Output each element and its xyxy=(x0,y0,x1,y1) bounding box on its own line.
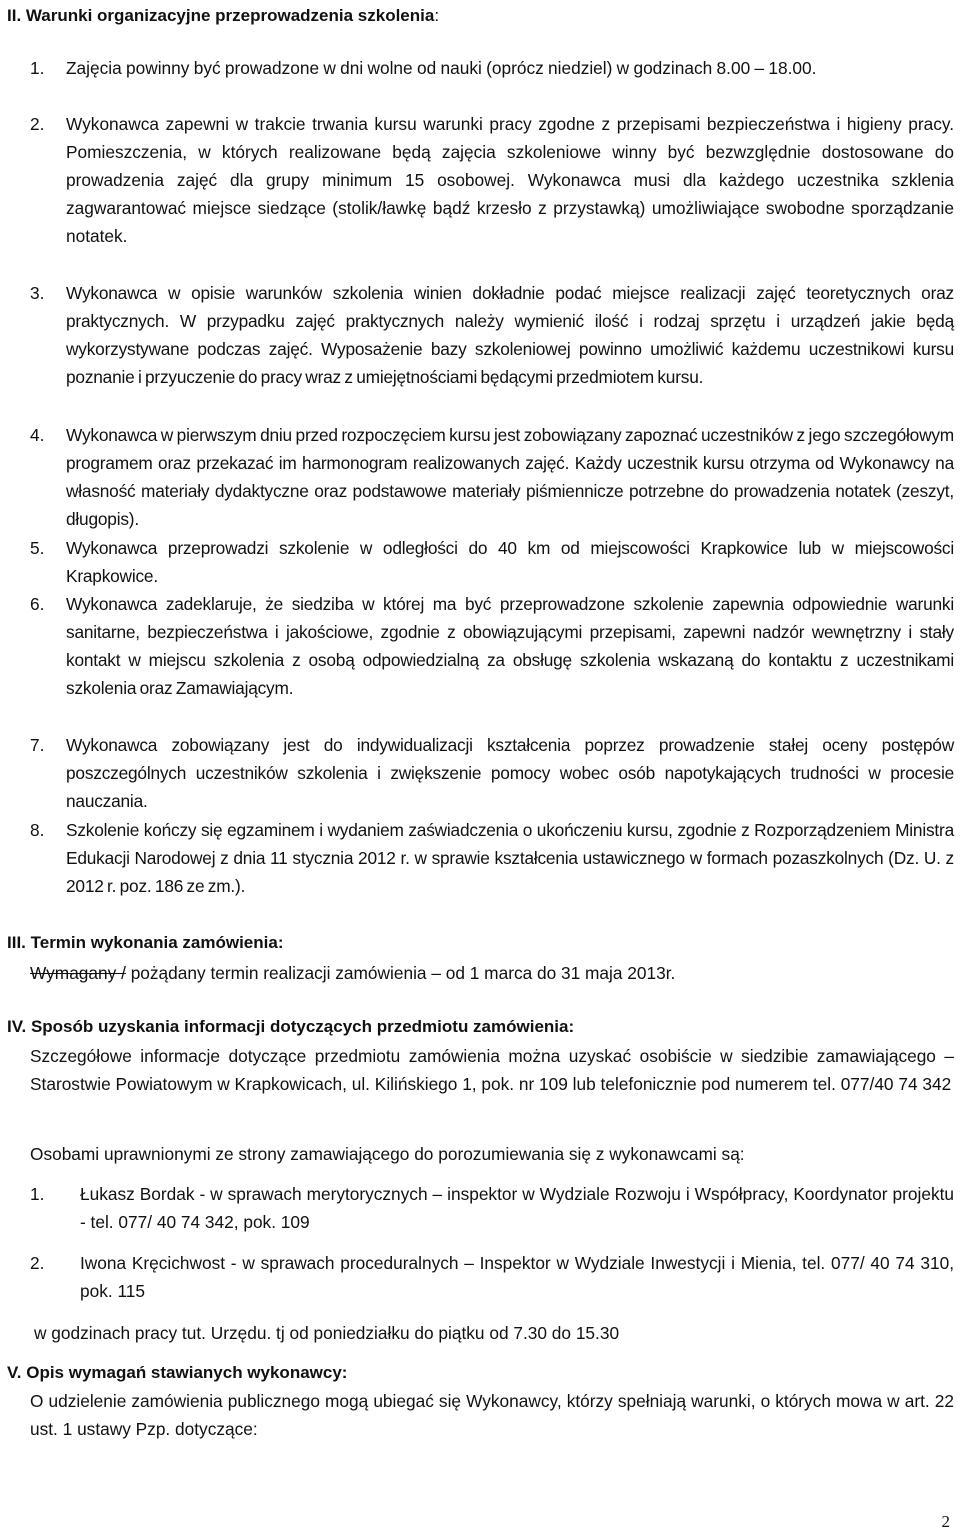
section-3-heading: III. Termin wykonania zamówienia: xyxy=(7,933,284,952)
office-hours: w godzinach pracy tut. Urzędu. tj od poniedziałku do piątku od 7.30 do 15.30 xyxy=(34,1323,620,1343)
section-4-heading: IV. Sposób uzyskania informacji dotyczących przedmiotu zamówienia: xyxy=(7,1017,575,1036)
page-number: 2 xyxy=(941,1512,950,1531)
requirements-paragraph: O udzielenie zamówienia publicznego mogą ubiegać się Wykonawcy, którzy spełniają warunki, o których mowa w art. 22 ust. 1 ustawy Pzp. dotyczące: xyxy=(30,1391,954,1439)
section-5-heading: V. Opis wymagań stawianych wykonawcy: xyxy=(7,1363,348,1382)
persons-intro: Osobami uprawnionymi ze strony zamawiającego do porozumiewania się z wykonawcami są: xyxy=(30,1144,745,1164)
info-paragraph: Szczegółowe informacje dotyczące przedmiotu zamówienia można uzyskać osobiście w siedzibie zamawiającego – Starostwie Powiatowym w Krapkowicach, ul. Kilińskiego 1, pok. nr 109 lub telefonicznie pod numerem tel. 077/40 74 342 xyxy=(30,1046,954,1094)
section-2-heading: II. Warunki organizacyjne przeprowadzenia szkolenia: xyxy=(7,6,440,25)
deadline-text: Wymagany / pożądany termin realizacji zamówienia – od 1 marca do 31 maja 2013r. xyxy=(30,963,676,983)
document-page: II. Warunki organizacyjne przeprowadzenia szkolenia: 1. Zajęcia powinny być prowadzone w dni wolne od nauki (oprócz niedziel) w godzinach 8.00 – 18.00. 2. Wykonawca zapewni w trakcie trwania kursu warunki pracy zgodne z przepisami bezpieczeństwa i higieny pracy. Pomieszczenia, w których realizowane będą zajęcia szkoleniowe winny być bezwzględnie dostosowane do prowadzenia zajęć dla grupy minimum 15 osobowej. Wykonawca musi dla każdego uczestnika szklenia zagwarantować miejsce siedzące (stolik/ławkę bądź krzesło z przystawką) umożliwiające swobodne sporządzanie notatek. 3. Wykonawca w opisie warunków szkolenia winien dokładnie podać miejsce realizacji zajęć teoretycznych oraz praktycznych. W przypadku zajęć praktycznych należy wymienić ilość i rodzaj sprzętu i urządzeń jakie będą wykorzystywane podczas zajęć. Wyposażenie bazy szkoleniowej powinno umożliwić każdemu uczestnikowi kursu poznanie i przyuczenie do pracy wraz z umiejętnościami będącymi przedmiotem kursu. 4. Wykonawca w pierwszym dniu przed rozpoczęciem kursu jest zobowiązany zapoznać uczestników z jego szczegółowym programem oraz przekazać im harmonogram realizowanych zajęć. Każdy uczestnik kursu otrzyma od Wykonawcy na własność materiały dydaktyczne oraz podstawowe materiały piśmiennicze potrzebne do prowadzenia notatek (zeszyt, długopis). 5. Wykonawca przeprowadzi szkolenie w odległości do 40 km od miejscowości Krapkowice lub w miejscowości Krapkowice. 6. Wykonawca zadeklaruje, że siedziba w której ma być przeprowadzone szkolenie zapewnia odpowiednie warunki sanitarne, bezpieczeństwa i jakościowe, zgodnie z obowiązującymi przepisami, zapewni nadzór wewnętrzny i stały kontakt w miejscu szkolenia z osobą odpowiedzialną za obsługę szkolenia wskazaną do kontaktu z uczestnikami szkolenia oraz Zamawiającym. 7. Wykonawca zobowiązany jest do indywidualizacji kształcenia poprzez prowadzenie stałej oceny postępów poszczególnych uczestników szkolenia i zwiększenie pomocy wobec osób napotykających trudności w procesie nauczania. 8. Szkolenie kończy się egzaminem i wydaniem zaświadczenia o ukończeniu kursu, zgodnie z Rozporządzeniem Ministra Edukacji Narodowej z dnia 11 stycznia 2012 r. w sprawie kształcenia ustawicznego w formach pozaszkolnych (Dz. U. z 2012 r. poz. 186 ze zm.). III. Termin wykonania zamówienia: Wymagany / pożądany termin realizacji zamówienia – od 1 marca do 31 maja 2013r. IV. Sposób uzyskania informacji dotyczących przedmiotu zamówienia: Szczegółowe informacje dotyczące przedmiotu zamówienia można uzyskać osobiście w siedzibie zamawiającego – Starostwie Powiatowym w Krapkowicach, ul. Kilińskiego 1, pok. nr 109 lub telefonicznie pod numerem tel. 077/40 74 342 Osobami uprawnionymi ze strony zamawiającego do porozumiewania się z wykonawcami są: 1. Łukasz Bordak - w sprawach merytorycznych – inspektor w Wydziale Rozwoju i Współpracy, Koordynator projektu - tel. 077/ 40 74 342, pok. 109 2. Iwona Kręcichwost - w sprawach proceduralnych – Inspektor w Wydziale Inwestycji i Mienia, tel. 077/ 40 74 310, pok. 115 w godzinach pracy tut. Urzędu. tj od poniedziałku do piątku od 7.30 do 15.30 V. Opis wymagań stawianych wykonawcy: O udzielenie zamówienia publicznego mogą ubiegać się Wykonawcy, którzy spełniają warunki, o których mowa w art. 22 ust. 1 ustawy Pzp. dotyczące: 2 xyxy=(0,0,960,1537)
